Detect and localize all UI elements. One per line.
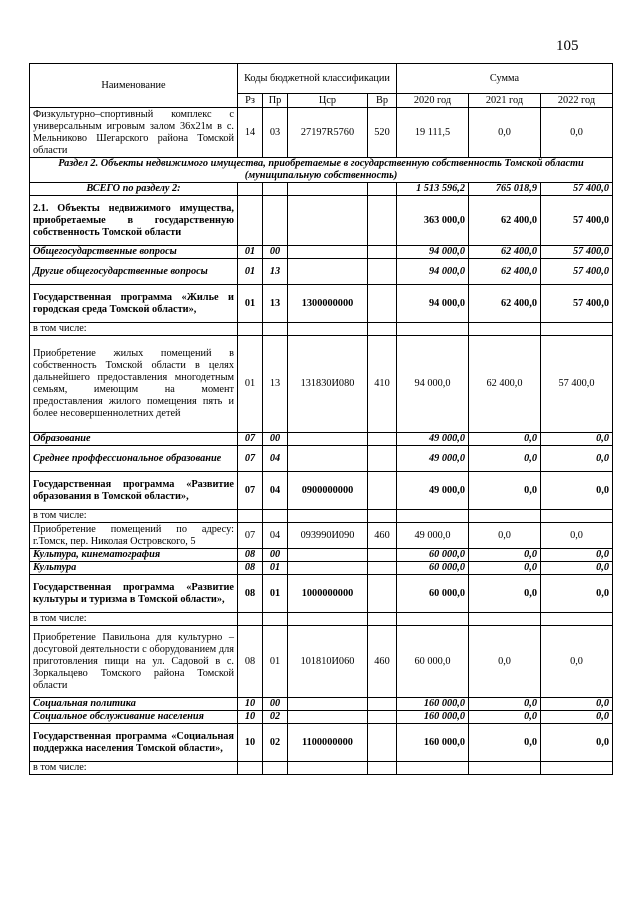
- table-row: [30, 259, 613, 285]
- row-name: Среднее проффессиональное образование: [30, 446, 238, 472]
- row-2020: 94 000,0: [397, 246, 469, 259]
- row-2021: 0,0: [469, 446, 541, 472]
- row-csr: 101810И060: [288, 626, 368, 698]
- row-rz: [238, 510, 263, 523]
- row-pr: 01: [263, 626, 288, 698]
- row-csr: [288, 698, 368, 711]
- header-sum: Сумма: [397, 64, 613, 94]
- row-name: Государственная программа «Развитие культуры и туризма в Томской области»,: [30, 575, 238, 613]
- header-name: Наименование: [30, 64, 238, 108]
- row-2022: 57 400,0: [541, 183, 613, 196]
- row-rz: 08: [238, 562, 263, 575]
- row-pr: 02: [263, 724, 288, 762]
- row-2022: 0,0: [541, 472, 613, 510]
- table-row: [30, 523, 613, 549]
- header-2022: 2022 год: [541, 94, 613, 108]
- row-pr: [263, 323, 288, 336]
- row-vr: [368, 196, 397, 246]
- row-vr: 410: [368, 336, 397, 433]
- table-row: [30, 472, 613, 510]
- row-rz: 08: [238, 575, 263, 613]
- row-2021: 0,0: [469, 433, 541, 446]
- row-pr: 00: [263, 698, 288, 711]
- row-2022: 0,0: [541, 626, 613, 698]
- row-2022: [541, 613, 613, 626]
- section-row: [30, 158, 613, 183]
- row-name: Государственная программа «Развитие образования в Томской области»,: [30, 472, 238, 510]
- row-vr: [368, 711, 397, 724]
- section-title: Раздел 2. Объекты недвижимого имущества, приобретаемые в государственную собственность Томской области (муниципальную собственность): [30, 158, 613, 183]
- row-vr: [368, 323, 397, 336]
- table-row: [30, 336, 613, 433]
- row-2021: 0,0: [469, 472, 541, 510]
- row-rz: 01: [238, 285, 263, 323]
- row-pr: 01: [263, 562, 288, 575]
- row-2022: 0,0: [541, 711, 613, 724]
- row-csr: [288, 259, 368, 285]
- row-rz: 01: [238, 259, 263, 285]
- row-csr: 1300000000: [288, 285, 368, 323]
- row-pr: [263, 613, 288, 626]
- row-csr: 0900000000: [288, 472, 368, 510]
- table-row: [30, 323, 613, 336]
- row-name: в том числе:: [30, 613, 238, 626]
- header-row: [30, 64, 613, 94]
- row-rz: 08: [238, 626, 263, 698]
- table-row: [30, 196, 613, 246]
- header-2021: 2021 год: [469, 94, 541, 108]
- row-vr: [368, 613, 397, 626]
- row-2022: 0,0: [541, 108, 613, 158]
- row-2022: [541, 510, 613, 523]
- row-vr: [368, 762, 397, 775]
- row-csr: [288, 433, 368, 446]
- total-row: [30, 183, 613, 196]
- row-csr: 093990И090: [288, 523, 368, 549]
- row-name: Социальное обслуживание населения: [30, 711, 238, 724]
- table-row: [30, 724, 613, 762]
- table-row: [30, 108, 613, 158]
- row-vr: [368, 549, 397, 562]
- row-2020: 19 111,5: [397, 108, 469, 158]
- row-rz: 07: [238, 446, 263, 472]
- row-name: в том числе:: [30, 510, 238, 523]
- row-2020: 60 000,0: [397, 626, 469, 698]
- row-rz: 07: [238, 433, 263, 446]
- row-2020: [397, 323, 469, 336]
- table-row: [30, 762, 613, 775]
- row-pr: 02: [263, 711, 288, 724]
- row-2021: 0,0: [469, 698, 541, 711]
- row-2020: 94 000,0: [397, 285, 469, 323]
- row-csr: [288, 510, 368, 523]
- row-2020: [397, 613, 469, 626]
- row-csr: 1000000000: [288, 575, 368, 613]
- row-2022: 57 400,0: [541, 196, 613, 246]
- row-csr: [288, 762, 368, 775]
- row-2022: 57 400,0: [541, 246, 613, 259]
- header-codes: Коды бюджетной классификации: [238, 64, 397, 94]
- row-name: Государственная программа «Социальная поддержка населения Томской области»,: [30, 724, 238, 762]
- row-pr: [263, 510, 288, 523]
- table-row: [30, 510, 613, 523]
- row-pr: [263, 762, 288, 775]
- row-2022: 0,0: [541, 575, 613, 613]
- row-vr: [368, 183, 397, 196]
- row-name: Физкультурно–спортивный комплекс с универсальным игровым залом 36х21м в с. Мельниково Шегарского района Томской области: [30, 108, 238, 158]
- row-pr: 13: [263, 259, 288, 285]
- row-rz: 07: [238, 523, 263, 549]
- table-row: [30, 626, 613, 698]
- row-csr: 1100000000: [288, 724, 368, 762]
- row-pr: [263, 183, 288, 196]
- row-2022: 0,0: [541, 433, 613, 446]
- table-row: [30, 246, 613, 259]
- row-2021: 0,0: [469, 108, 541, 158]
- row-2021: 62 400,0: [469, 259, 541, 285]
- budget-table: [29, 63, 613, 775]
- row-name: Культура, кинематография: [30, 549, 238, 562]
- row-vr: 520: [368, 108, 397, 158]
- row-2021: [469, 762, 541, 775]
- row-rz: [238, 613, 263, 626]
- header-2020: 2020 год: [397, 94, 469, 108]
- row-name: Приобретение жилых помещений в собственность Томской области в целях дальнейшего предоставления многодетным семьям, имеющим на момент предоставления жилого помещения пять и более несовершеннолетних детей: [30, 336, 238, 433]
- row-name: Образование: [30, 433, 238, 446]
- row-2020: 160 000,0: [397, 724, 469, 762]
- row-2020: 94 000,0: [397, 259, 469, 285]
- table-row: [30, 549, 613, 562]
- row-2021: 0,0: [469, 562, 541, 575]
- row-csr: 131830И080: [288, 336, 368, 433]
- row-2020: 49 000,0: [397, 523, 469, 549]
- row-2022: 0,0: [541, 698, 613, 711]
- row-2020: 60 000,0: [397, 562, 469, 575]
- row-csr: [288, 323, 368, 336]
- row-pr: 00: [263, 549, 288, 562]
- row-2021: [469, 613, 541, 626]
- row-csr: [288, 711, 368, 724]
- row-rz: 10: [238, 698, 263, 711]
- row-csr: [288, 246, 368, 259]
- row-2020: 60 000,0: [397, 575, 469, 613]
- row-vr: [368, 575, 397, 613]
- row-2021: [469, 510, 541, 523]
- row-vr: [368, 285, 397, 323]
- row-rz: 08: [238, 549, 263, 562]
- table-row: [30, 285, 613, 323]
- row-2022: 0,0: [541, 446, 613, 472]
- row-pr: 04: [263, 472, 288, 510]
- row-2021: 62 400,0: [469, 246, 541, 259]
- row-rz: 10: [238, 711, 263, 724]
- row-2022: 57 400,0: [541, 259, 613, 285]
- row-rz: [238, 762, 263, 775]
- row-vr: [368, 259, 397, 285]
- header-rz: Рз: [238, 94, 263, 108]
- header-vr: Вр: [368, 94, 397, 108]
- row-2020: 160 000,0: [397, 698, 469, 711]
- row-2020: 49 000,0: [397, 472, 469, 510]
- row-rz: 14: [238, 108, 263, 158]
- table-row: [30, 575, 613, 613]
- row-name: в том числе:: [30, 323, 238, 336]
- row-2021: 0,0: [469, 549, 541, 562]
- row-2020: 94 000,0: [397, 336, 469, 433]
- row-vr: [368, 446, 397, 472]
- row-2021: 62 400,0: [469, 285, 541, 323]
- header-pr: Пр: [263, 94, 288, 108]
- row-vr: [368, 698, 397, 711]
- row-2022: 57 400,0: [541, 285, 613, 323]
- table-row: [30, 698, 613, 711]
- row-2022: 0,0: [541, 549, 613, 562]
- row-2020: 60 000,0: [397, 549, 469, 562]
- row-pr: 01: [263, 575, 288, 613]
- row-2021: 0,0: [469, 626, 541, 698]
- table-row: [30, 446, 613, 472]
- row-rz: [238, 323, 263, 336]
- row-2020: [397, 762, 469, 775]
- row-rz: 07: [238, 472, 263, 510]
- row-name: ВСЕГО по разделу 2:: [30, 183, 238, 196]
- page-number: 105: [556, 38, 579, 54]
- row-2021: 0,0: [469, 724, 541, 762]
- row-2021: 0,0: [469, 575, 541, 613]
- row-2020: 49 000,0: [397, 446, 469, 472]
- row-2021: 62 400,0: [469, 196, 541, 246]
- row-2021: 0,0: [469, 711, 541, 724]
- row-2021: [469, 323, 541, 336]
- row-name: 2.1. Объекты недвижимого имущества, приобретаемые в государственную собственность Томской области: [30, 196, 238, 246]
- row-vr: [368, 510, 397, 523]
- row-vr: [368, 724, 397, 762]
- row-name: Социальная политика: [30, 698, 238, 711]
- row-2022: [541, 762, 613, 775]
- row-csr: 27197R5760: [288, 108, 368, 158]
- table-row: [30, 562, 613, 575]
- row-2021: 0,0: [469, 523, 541, 549]
- header-csr: Цср: [288, 94, 368, 108]
- row-vr: [368, 562, 397, 575]
- row-pr: 00: [263, 433, 288, 446]
- row-2020: [397, 510, 469, 523]
- row-vr: [368, 246, 397, 259]
- row-pr: 13: [263, 336, 288, 433]
- row-rz: [238, 183, 263, 196]
- table-row: [30, 613, 613, 626]
- row-2022: 0,0: [541, 562, 613, 575]
- row-2022: [541, 323, 613, 336]
- row-2022: 0,0: [541, 523, 613, 549]
- row-rz: 10: [238, 724, 263, 762]
- row-vr: 460: [368, 523, 397, 549]
- row-2020: 1 513 596,2: [397, 183, 469, 196]
- row-name: Приобретение Павильона для культурно – досуговой деятельности с оборудованием для приготовления пищи на ул. Садовой в с. Зоркальцево Томского района Томской области: [30, 626, 238, 698]
- row-name: Общегосударственные вопросы: [30, 246, 238, 259]
- table-row: [30, 711, 613, 724]
- row-csr: [288, 549, 368, 562]
- row-2020: 363 000,0: [397, 196, 469, 246]
- row-pr: [263, 196, 288, 246]
- row-name: в том числе:: [30, 762, 238, 775]
- row-2020: 49 000,0: [397, 433, 469, 446]
- row-2020: 160 000,0: [397, 711, 469, 724]
- row-2021: 62 400,0: [469, 336, 541, 433]
- row-pr: 04: [263, 446, 288, 472]
- row-pr: 03: [263, 108, 288, 158]
- table-row: [30, 433, 613, 446]
- row-pr: 04: [263, 523, 288, 549]
- row-csr: [288, 613, 368, 626]
- row-vr: 460: [368, 626, 397, 698]
- row-csr: [288, 183, 368, 196]
- row-2022: 57 400,0: [541, 336, 613, 433]
- row-name: Другие общегосударственные вопросы: [30, 259, 238, 285]
- row-vr: [368, 472, 397, 510]
- row-csr: [288, 196, 368, 246]
- row-pr: 13: [263, 285, 288, 323]
- row-csr: [288, 562, 368, 575]
- row-name: Государственная программа «Жилье и городская среда Томской области»,: [30, 285, 238, 323]
- row-csr: [288, 446, 368, 472]
- row-name: Приобретение помещений по адресу: г.Томск, пер. Николая Островского, 5: [30, 523, 238, 549]
- row-rz: [238, 196, 263, 246]
- row-rz: 01: [238, 336, 263, 433]
- row-rz: 01: [238, 246, 263, 259]
- row-2021: 765 018,9: [469, 183, 541, 196]
- row-vr: [368, 433, 397, 446]
- row-pr: 00: [263, 246, 288, 259]
- row-2022: 0,0: [541, 724, 613, 762]
- row-name: Культура: [30, 562, 238, 575]
